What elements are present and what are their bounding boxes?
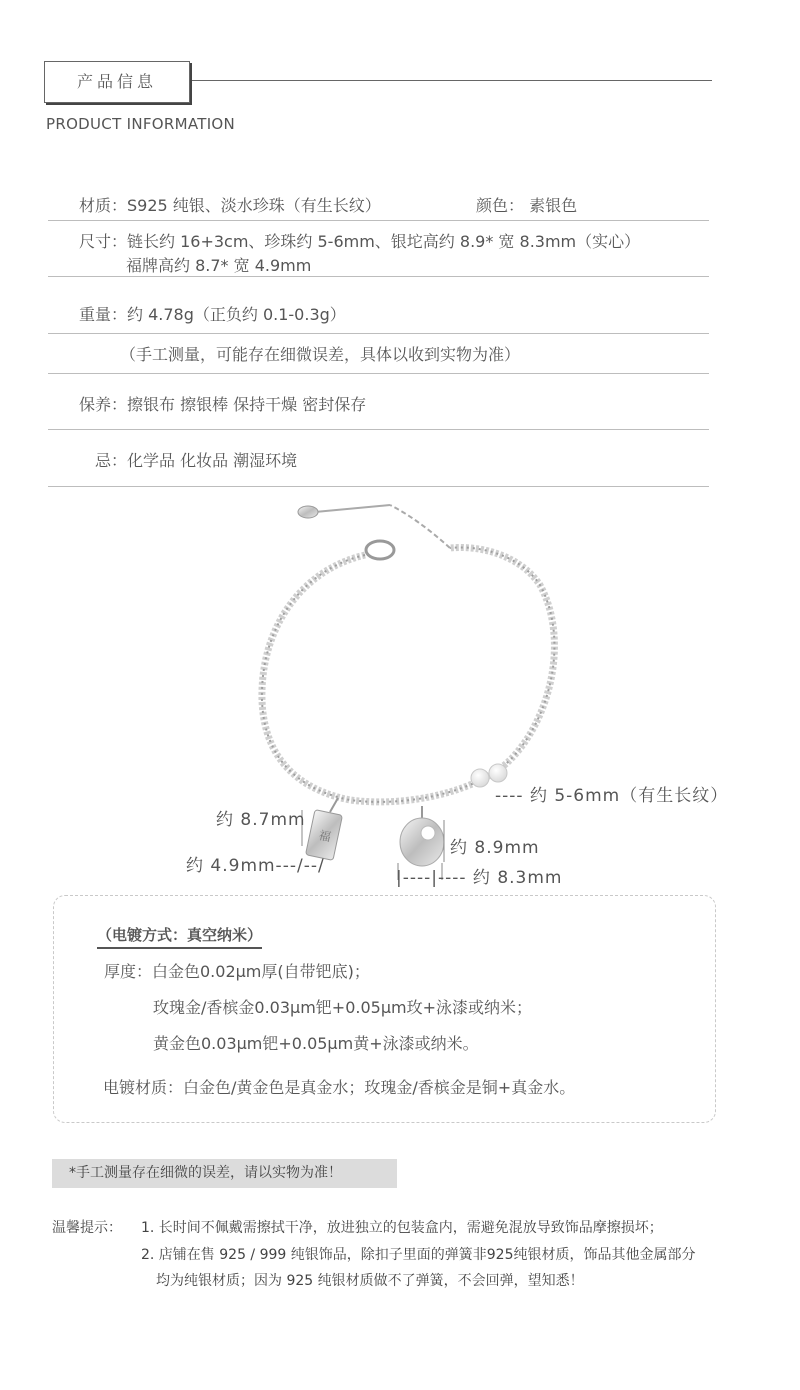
- spec-weight: 重量：约 4.78g（正负约 0.1-0.3g）: [79, 305, 346, 324]
- divider: [48, 373, 709, 374]
- spec-size-line2: 福牌高约 8.7* 宽 4.9mm: [126, 256, 312, 275]
- spec-material: 材质：S925 纯银、淡水珍珠（有生长纹）: [79, 196, 381, 215]
- divider: [48, 333, 709, 334]
- svg-text:福: 福: [317, 828, 333, 845]
- tips-label: 温馨提示：: [52, 1220, 122, 1236]
- plating-material: 电镀材质：白金色/黄金色是真金水；玫瑰金/香槟金是铜+真金水。: [103, 1078, 576, 1097]
- dim-tag-width: 约 4.9mm---/--/: [186, 856, 325, 876]
- tip-item-2a: 2. 店铺在售 925 / 999 纯银饰品，除扣子里面的弹簧非925纯银材质，饰品其他金属部分: [141, 1247, 696, 1263]
- divider: [48, 486, 709, 487]
- plating-title: （电镀方式：真空纳米）: [97, 924, 262, 949]
- divider: [48, 429, 709, 430]
- dim-bead-width: |----|---- 约 8.3mm: [396, 868, 563, 888]
- title-divider-tick: [190, 63, 192, 103]
- section-title: 产品信息: [44, 61, 190, 103]
- spec-size-line1: 尺寸：链长约 16+3cm、珍珠约 5-6mm、银坨高约 8.9* 宽 8.3mm（实心）: [79, 232, 641, 251]
- plating-thickness-1: 厚度：白金色0.02μm厚(自带钯底)；: [104, 962, 370, 981]
- section-subtitle: PRODUCT INFORMATION: [46, 115, 236, 133]
- divider: [48, 220, 709, 221]
- spec-care: 保养：擦银布 擦银棒 保持干燥 密封保存: [79, 395, 367, 414]
- title-divider-line: [192, 80, 712, 81]
- plating-thickness-3: 黄金色0.03μm钯+0.05μm黄+泳漆或纳米。: [153, 1034, 479, 1053]
- spec-color: 颜色： 素银色: [476, 196, 578, 215]
- divider: [48, 276, 709, 277]
- dim-bead-height: 约 8.9mm: [450, 838, 540, 858]
- measurement-notice: [52, 1159, 397, 1188]
- plating-thickness-2: 玫瑰金/香槟金0.03μm钯+0.05μm玫+泳漆或纳米；: [153, 998, 532, 1017]
- dim-pearl: ---- 约 5-6mm（有生长纹）: [495, 786, 729, 806]
- tip-item-1: 1. 长时间不佩戴需擦拭干净，放进独立的包装盒内，需避免混放导致饰品摩擦损坏；: [141, 1220, 663, 1236]
- dim-tag-height: 约 8.7mm: [216, 810, 306, 830]
- spec-weight-note: （手工测量，可能存在细微误差，具体以收到实物为准）: [120, 345, 521, 364]
- measurement-notice-text: *手工测量存在细微的误差，请以实物为准！: [69, 1165, 342, 1181]
- bracelet-image: [180, 490, 620, 890]
- tip-item-2b: 均为纯银材质；因为 925 纯银材质做不了弹簧，不会回弹，望知悉！: [156, 1273, 584, 1289]
- spec-avoid: 忌：化学品 化妆品 潮湿环境: [95, 451, 298, 470]
